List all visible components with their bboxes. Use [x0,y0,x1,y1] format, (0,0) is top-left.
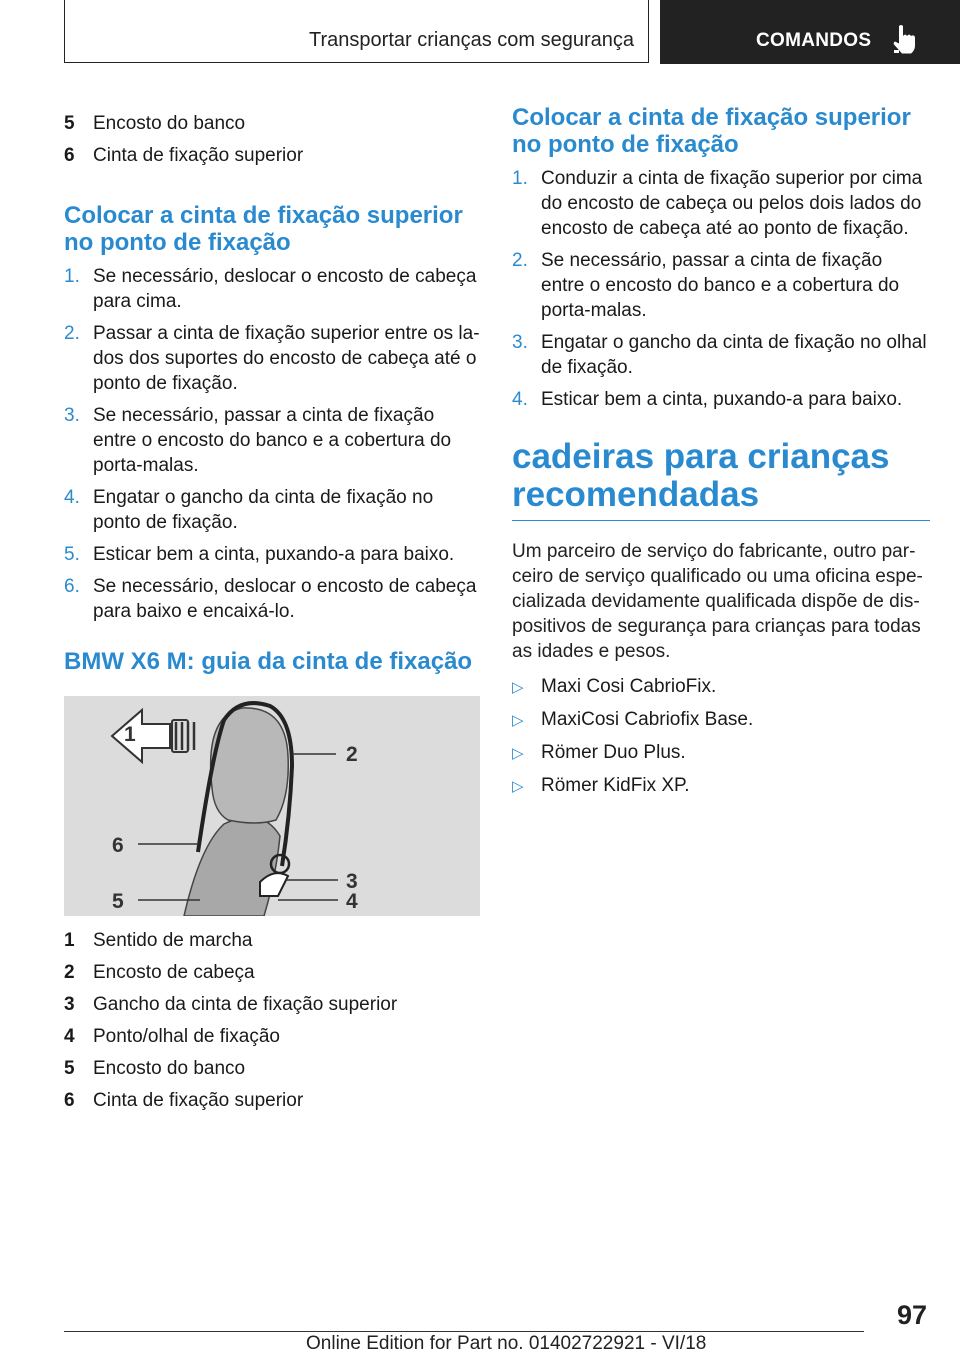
list-item: ▷ Römer KidFix XP. [512,773,930,799]
footer-divider [64,1331,864,1332]
hand-pointer-icon [892,24,918,54]
edition-info: Online Edition for Part no. 01402722921 - VI/18 [306,1333,707,1354]
chapter-heading: cadeiras para crianças recomendadas [512,438,930,521]
header-section-tab [660,0,960,64]
step-item: 5. Esticar bem a cinta, puxando-a para baixo. [64,544,455,565]
section-heading: Colocar a cinta de fixação superior no ponto de fixação [512,104,911,158]
figure-label-4: 4 [346,890,358,913]
steps-list [512,166,930,412]
legend-item: 5 Encosto do banco [64,1058,246,1079]
legend-item: 2 Encosto de cabeça [64,962,255,983]
step-item: 2. Passar a cinta de fixação superior entre os lados dos suportes do encosto de cabeça até o ponto de fixação. [64,323,480,394]
legend-bottom [64,925,482,1117]
section-heading: Colocar a cinta de fixação superior no ponto de fixação [64,202,463,256]
tether-guide-illustration [64,696,480,916]
figure-label-6: 6 [112,834,124,857]
left-column [64,108,482,675]
triangle-bullet-icon: ▷ [512,712,524,729]
steps-list [64,264,482,624]
right-column [512,104,930,806]
step-item: 4. Esticar bem a cinta, puxando-a para baixo. [512,389,903,410]
step-item: 3. Engatar o gancho da cinta de fixação no olhal de fixação. [512,332,927,378]
step-item: 3. Se necessário, passar a cinta de fixação entre o encosto do banco e a cobertura do porta-malas. [64,405,452,476]
figure-label-3: 3 [346,870,358,893]
legend-item: 6 Cinta de fixação superior [64,1090,304,1111]
intro-paragraph: Um parceiro de serviço do fabricante, outro parceiro de serviço qualificado ou uma oficina especializada devidamente qualificada dispõe de dispositivos de segurança para crianças para todas as idades e pesos. [512,541,923,662]
figure-label-5: 5 [112,890,124,913]
list-item: ▷ Römer Duo Plus. [512,740,930,766]
recommended-seats-list [512,674,930,799]
legend-item: 4 Ponto/olhal de fixação [64,1026,280,1047]
legend-item: 6 Cinta de fixação superior [64,145,304,166]
list-item: ▷ MaxiCosi Cabriofix Base. [512,707,930,733]
legend-item: 1 Sentido de marcha [64,930,253,951]
step-item: 4. Engatar o gancho da cinta de fixação no ponto de fixação. [64,487,434,533]
triangle-bullet-icon: ▷ [512,745,524,762]
page-number: 97 [897,1300,928,1330]
legend-item: 5 Encosto do banco [64,113,246,134]
step-item: 6. Se necessário, deslocar o encosto de cabeça para baixo e encaixá-lo. [64,576,477,622]
legend-top [64,108,482,172]
figure-label-2: 2 [346,743,358,766]
step-item: 1. Se necessário, deslocar o encosto de cabeça para cima. [64,266,477,312]
list-item: ▷ Maxi Cosi CabrioFix. [512,674,930,700]
triangle-bullet-icon: ▷ [512,679,524,696]
figure-label-1: 1 [124,723,136,746]
triangle-bullet-icon: ▷ [512,778,524,795]
section-label: COMANDOS [756,30,872,51]
chapter-title: Transportar crianças com segurança [309,29,634,51]
step-item: 1. Conduzir a cinta de fixação superior por cima do encosto de cabeça ou pelos dois lados do encosto de cabeça até ao ponto de fixação. [512,168,923,239]
step-item: 2. Se necessário, passar a cinta de fixação entre o encosto do banco e a cobertura do porta-malas. [512,250,900,321]
header-chapter-box [64,0,649,63]
legend-item: 3 Gancho da cinta de fixação superior [64,994,398,1015]
section-heading: BMW X6 M: guia da cinta de fixação [64,648,473,675]
